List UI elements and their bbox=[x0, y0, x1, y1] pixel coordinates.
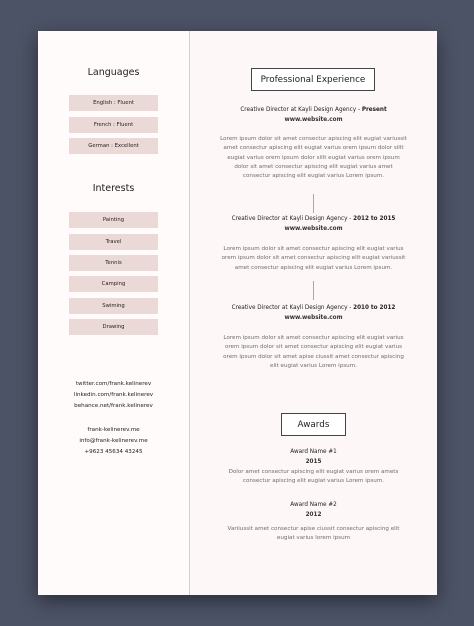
interest-item: Travel bbox=[69, 234, 158, 250]
award-year: 2012 bbox=[305, 512, 322, 518]
interest-item: Tennis bbox=[69, 255, 158, 271]
linkedin-link[interactable]: linkedin.com/frank.kelinerev bbox=[73, 392, 154, 398]
social-links bbox=[38, 379, 189, 412]
main-content bbox=[190, 31, 437, 595]
language-item: German : Excellent bbox=[69, 138, 158, 154]
job-description: Lorem ipsum dolor sit amet consectur apiscing elit eugiat variussit amet consectur apiscing elit eugiat varius orem ipsum dolor sillt eugiat varius orem ipsum dolor sillt eugiat varius orem ipsum dolor sit amet consectur apiscing elit eugiat varius amet consectur apiscing elit eugiat varius Lorem ipsum. bbox=[220, 136, 407, 180]
languages-heading: Languages bbox=[87, 67, 140, 78]
language-item: English : Fluent bbox=[69, 95, 158, 111]
job-description: Lorem ipsum dolor sit amet consectur apiscing elit eugiat varius orem ipsum dolor sit amet consectur apiscing elit eugiat variussit amet consectur apiscing elit eugiat varius Lorem ipsum. bbox=[221, 246, 406, 271]
job-period: Present bbox=[361, 107, 387, 113]
job-title: Creative Director at Kayli Design Agency - 2010 to 2012 bbox=[231, 305, 396, 311]
sidebar bbox=[38, 31, 190, 595]
interest-item: Drawing bbox=[69, 319, 158, 335]
email-link[interactable]: info@frank-kelinerev.me bbox=[79, 438, 148, 444]
phone-number: +9623 45634 43245 bbox=[84, 449, 143, 455]
award-name: Award Name #1 bbox=[290, 449, 337, 455]
interest-item: Painting bbox=[69, 212, 158, 228]
job-website[interactable]: www.website.com bbox=[284, 315, 343, 321]
award-name: Award Name #2 bbox=[290, 502, 337, 508]
job-period: 2012 to 2015 bbox=[353, 216, 396, 222]
website-link[interactable]: frank-kelinerev.me bbox=[87, 427, 140, 433]
behance-link[interactable]: behance.net/frank.kelinerev bbox=[74, 403, 153, 409]
experience-heading: Professional Experience bbox=[251, 68, 375, 91]
job-website[interactable]: www.website.com bbox=[284, 226, 343, 232]
interests-heading: Interests bbox=[92, 183, 135, 194]
timeline-divider bbox=[313, 194, 314, 213]
awards-heading: Awards bbox=[281, 413, 346, 436]
job-description: Lorem ipsum dolor sit amet consectur apiscing elit eugiat varius orem ipsum dolor sit amet consectur apiscing elit eugiat varius orem ipsum dolor sit amet apise ciussit amet consectur apiscing elit eugiat varius Lorem ipsum. bbox=[223, 335, 404, 369]
job-title: Creative Director at Kayli Design Agency - Present bbox=[240, 107, 387, 113]
award-description: Variiussit amet consectur apise ciussit consectur apiscing elit eugiat varius lorem ipsum bbox=[227, 526, 400, 542]
twitter-link[interactable]: twitter.com/frank.kelinerev bbox=[75, 381, 152, 387]
interest-item: Camping bbox=[69, 276, 158, 292]
job-period: 2010 to 2012 bbox=[353, 305, 396, 311]
award-year: 2015 bbox=[305, 459, 322, 465]
job-title: Creative Director at Kayli Design Agency - 2012 to 2015 bbox=[231, 216, 396, 222]
timeline-divider bbox=[313, 281, 314, 300]
contact-info bbox=[38, 425, 189, 458]
job-website[interactable]: www.website.com bbox=[284, 117, 343, 123]
award-description: Dolor amet consectur apiscing elit eugiat varius orem amets consectur apiscing elit eugiat varius Lorem ipsum. bbox=[228, 469, 399, 485]
language-item: French : Fluent bbox=[69, 117, 158, 133]
resume-page bbox=[38, 31, 437, 595]
interest-item: Swiming bbox=[69, 298, 158, 314]
